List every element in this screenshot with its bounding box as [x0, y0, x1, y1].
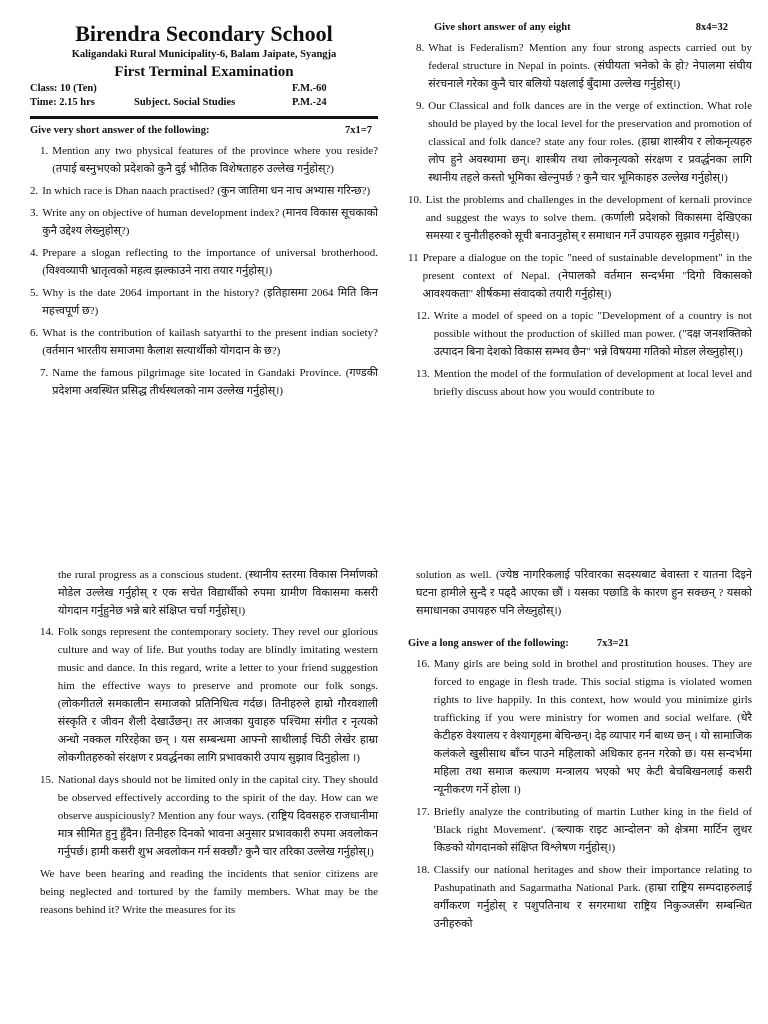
question-9 [408, 97, 752, 187]
question-11 [408, 249, 752, 303]
question-13-continued: the rural progress as a conscious student. (स्थानीय स्तरमा विकास निर्माणको मोडेल उल्लेख गर्नुहोस् र एक सचेत विद्यार्थीको रुपमा ग्रामीण विकासमा कसरी योगदान गर्नुहुनेछ भन्ने बारे संक्षिप्त चर्चा गर्नुहोस्।) [58, 569, 378, 617]
question-text: Our Classical and folk dances are in the verge of extinction. What role should be played by the local level for the preservation and promotion of classical and folk dance? state any four roles. (हाम्रा शास्त्रीय र लोकनृत्यहरु लोप हुने अवस्थामा छन्। शास्त्रीय तथा लोकनृत्यको संरक्षण र प्रवर्द्धनका लागि स्थानीय तहले कस्तो भूमिका खेल्नुपर्छ ? कुनै चार भूमिकाहरु उल्लेख गर्नुहोस्।) [428, 100, 752, 184]
question-number: 14. [40, 626, 54, 638]
right-column-bottom [408, 566, 752, 937]
section-b-marks: 8x4=32 [695, 22, 728, 33]
question-text: Many girls are being sold in brothel and prostitution houses. They are forced to engage in flesh trade. This social stigma is violated women rights to live happily. In this context, how would you minimize girls trafficking if you were ministry for women and social welfare. (धेरै केटीहरु वेश्यालय र वेश्यागृहमा बेचिन्छन्। देह व्यापार गर्न बाध्य छन् । यो सामाजिक कलंकले खुसीसाथ बाँच्न पाउने महिलाको अधिकार हनन गरेको छ। यस सन्दर्भमा महिला तथा समाज कल्याण मन्त्रालय भएको भए केटी बेचबिखनलाई कसरी न्यूनीकरण गर्ने होला ।) [433, 658, 752, 796]
question-text: Folk songs represent the contemporary society. They revel our glorious culture and way of life. But youths today are blindly imitating western music and dance. In this regard, write a letter to your friend suggestion him the effective ways to preserve and promote our folk songs. (लोकगीतले समकालीन समाजको प्रतिनिधित्व गर्दछ। तिनीहरुले हाम्रो गौरवशाली संस्कृति र जीवन शैली देखाउँछन्। तर आजका युवाहरु पश्चिमा संगीत र नृत्यको अन्धो नक्कल गरिरहेका छन् । यस सम्बन्धमा आफ्नो साथीलाई चिठी लेखेर हाम्रा लोकगीतहरुको संरक्षण र प्रवर्द्धनका लागि प्रभावकारी उपाय सुझाव दिनुहोला ।) [57, 626, 378, 764]
question-3 [30, 204, 378, 240]
question-number: 1. [40, 145, 49, 157]
question-number: 5. [30, 287, 39, 299]
question-text: What is the contribution of kailash satyarthi to the present indian society? (वर्तमान भारतीय समाजमा कैलाश सत्यार्थीको योगदान के छ?) [42, 327, 378, 357]
question-2 [30, 182, 378, 200]
right-column-top [408, 20, 752, 405]
question-number: 17. [416, 806, 430, 818]
left-column-bottom [30, 566, 378, 919]
question-5 [30, 284, 378, 320]
question-text: Mention the model of the formulation of development at local level and briefly discuss about how you would contribute to [433, 368, 752, 398]
question-17 [408, 803, 752, 857]
question-8 [408, 39, 752, 93]
question-number: 9. [416, 100, 425, 112]
question-number: 2. [30, 185, 39, 197]
time-label: Time: 2.15 hrs [30, 97, 95, 108]
school-address: Kaligandaki Rural Municipality-6, Balam Jaipate, Syangja [71, 49, 337, 60]
pass-marks: P.M.-24 [292, 97, 327, 108]
question-number: 3. [30, 207, 39, 219]
question-number: 8. [416, 42, 425, 54]
section-c-title: Give a long answer of the following: [408, 638, 569, 649]
class-label: Class: 10 (Ten) [30, 83, 97, 94]
question-6 [30, 324, 378, 360]
question-text: Write any on objective of human development index? (मानव विकास सूचकाको कुनै उद्देश्य लेख्नुहोस्?) [42, 207, 378, 237]
question-15 [30, 771, 378, 861]
section-b-title: Give short answer of any eight [434, 22, 571, 33]
question-number: 18. [416, 864, 430, 876]
section-a-heading [30, 123, 378, 139]
section-b-heading [408, 20, 752, 36]
question-text: What is Federalism? Mention any four strong aspects carried out by federal structure in Nepal in points. (संघीयता भनेको के हो? नेपालमा संघीय संरचनाले गरेका कुनै चार बलियो पक्षलाई बुँदामा उल्लेख गर्नुहोस्।) [428, 42, 752, 90]
question-number: 13. [416, 368, 430, 380]
question-text: List the problems and challenges in the development of kernali province and suggest the ways to solve them. (कर्णाली प्रदेशको विकासमा देखिएका समस्या र चुनौतीहरुको सूची बनाउनुहोस् र समाधान गर्ने उपायहरु सुझाव गर्नुहोस्।) [425, 194, 752, 242]
section-c-heading [408, 636, 752, 652]
exam-title: First Terminal Examination [114, 64, 294, 80]
question-text: Name the famous pilgrimage site located in Gandaki Province. (गण्डकी प्रदेशमा अवस्थित प्रसिद्ध तीर्थस्थलको नाम उल्लेख गर्नुहोस्।) [52, 367, 378, 397]
question-7 [30, 364, 378, 400]
question-number: 11 [408, 252, 419, 264]
question-18 [408, 861, 752, 933]
question-text: Briefly analyze the contributing of martin Luther king in the field of 'Black right Movement'. ('ब्ल्याक राइट आन्दोलन' को क्षेत्रमा मार्टिन लुथर किङको योगदानको संक्षिप्त विश्लेषण गर्नुहोस्।) [433, 806, 752, 854]
question-text: Prepare a slogan reflecting to the importance of universal brotherhood. (विश्वव्यापी भ्रातृत्वको महत्व झल्काउने नारा तयार गर्नुहोस्।) [42, 247, 378, 277]
question-10 [408, 191, 752, 245]
senior-citizen-question-continued: solution as well. (ज्येष्ठ नागरिकलाई परिवारका सदस्यबाट बेवास्ता र यातना दिइने घटना हामीले सुन्दै र पढ्दै आएका छौं । यसका पछाडि के कारण हुन सक्छन् ? यसको समाधानका उपायहरु पनि लेख्नुहोस्।) [416, 569, 752, 617]
question-number: 12. [416, 310, 430, 322]
subject-label: Subject. Social Studies [134, 97, 236, 108]
left-column-top [30, 20, 378, 404]
question-text: Write a model of speed on a topic "Development of a country is not possible without the production of skilled man power. ("दक्ष जनशक्तिको उत्पादन बिना देशको विकास सम्भव छैन" भन्ने विषयमा गतिको मोडल लेख्नुहोस्।) [433, 310, 752, 358]
question-number: 7. [40, 367, 49, 379]
senior-citizen-question: We have been hearing and reading the incidents that senior citizens are being neglected and tortured by the family members. What may be the reasons behind it? Write the measures for its [40, 868, 378, 916]
question-number: 10. [408, 194, 422, 206]
question-14 [30, 623, 378, 767]
question-text: Mention any two physical features of the province where you reside? (तपाई बस्नुभएको प्रदेशको कुनै दुई भौतिक विशेषताहरु उल्लेख गर्नुहोस्?) [52, 145, 378, 175]
section-c-marks: 7x3=21 [596, 638, 630, 649]
full-marks: F.M.-60 [292, 83, 327, 94]
exam-meta-row-1 [30, 82, 378, 96]
question-number: 16. [416, 658, 430, 670]
question-1 [30, 142, 378, 178]
question-4 [30, 244, 378, 280]
question-number: 6. [30, 327, 39, 339]
exam-meta-row-2 [30, 96, 378, 110]
question-text: In which race is Dhan naach practised? (कुन जातिमा धन नाच अभ्यास गरिन्छ?) [42, 185, 371, 197]
school-name: Birendra Secondary School [75, 21, 333, 46]
question-text: Prepare a dialogue on the topic "need of sustainable development" in the present context of Nepal. (नेपालको वर्तमान सन्दर्भमा "दिगो विकासको आवश्यकता" शीर्षकमा संवादको तयारी गर्नुहोस्।) [422, 252, 752, 300]
question-12 [408, 307, 752, 361]
question-16 [408, 655, 752, 799]
section-a-title: Give very short answer of the following: [30, 125, 210, 136]
header-rule [30, 116, 378, 119]
question-number: 15. [40, 774, 54, 786]
question-text: Why is the date 2064 important in the history? (इतिहासमा 2064 मिति किन महत्त्वपूर्ण छ?) [42, 287, 378, 317]
question-text: National days should not be limited only in the capital city. They should be observed effectively according to the spirit of the day. How can we observe auspiciously? Mention any four ways. (राष्ट्रिय दिवसहरु राजधानीमा मात्र सीमित हुनु हुँदैन। तिनीहरु दिनको भावना अनुसार प्रभावकारी रुपमा अवलोकन गर्नुपर्छ। हामी कसरी शुभ अवलोकन गर्न सक्छौं? कुनै चार तरिका उल्लेख गर्नुहोस्।) [57, 774, 378, 858]
question-13 [408, 365, 752, 401]
section-a-marks: 7x1=7 [345, 125, 372, 136]
question-number: 4. [30, 247, 39, 259]
question-text: Classify our national heritages and show their importance relating to Pashupatinath and Sagarmatha National Park. (हाम्रा राष्ट्रिय सम्पदाहरुलाई वर्गीकरण गर्नुहोस् र पशुपतिनाथ र सगरमाथा राष्ट्रिय निकुञ्जसँग सम्बन्धित उनीहरुको [433, 864, 752, 930]
